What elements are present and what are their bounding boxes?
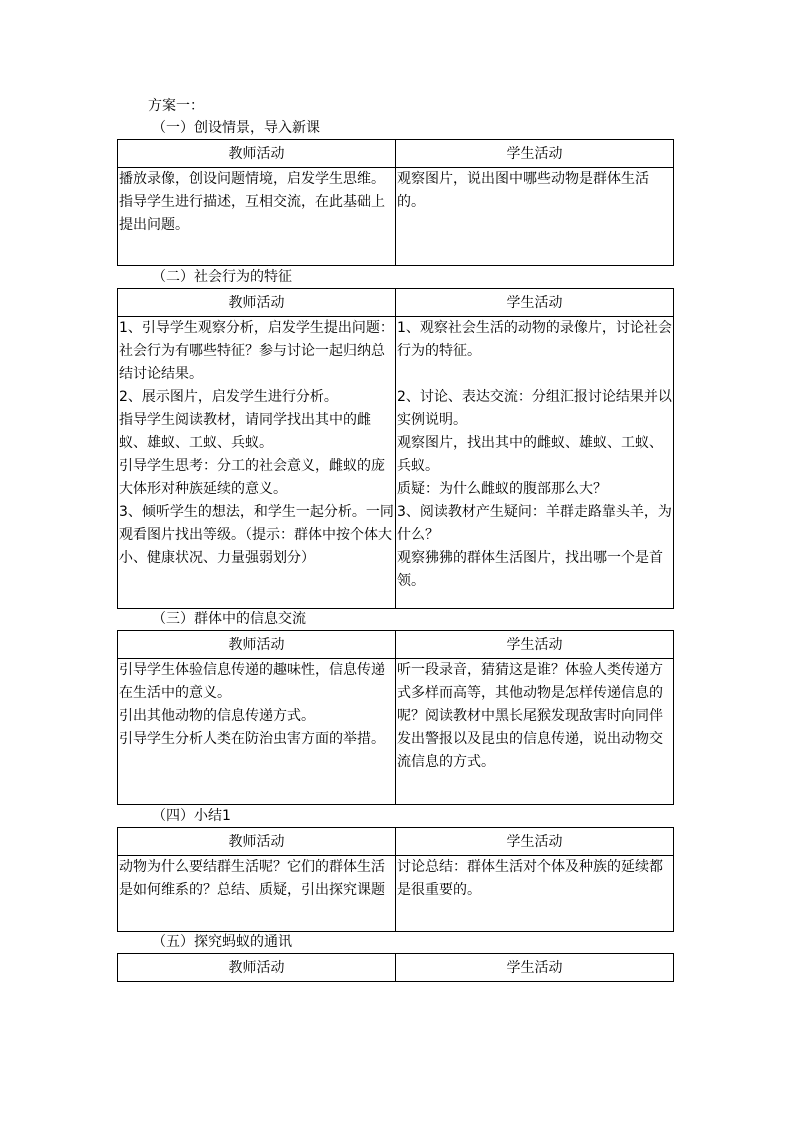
student-line: 听一段录音，猜猜这是谁？体验人类传递方式多样而高等，其他动物是怎样传递信息的呢？阅读教材中黑长尾猴发现敌害时向同伴发出警报以及昆虫的信息传递，说出动物交流信息的方式。 — [397, 662, 663, 770]
student-line: 3、阅读教材产生疑问：羊群走路靠头羊，为什么？ — [397, 504, 672, 543]
student-header: 学生活动 — [396, 954, 674, 982]
section-heading-2: （二）社会行为的特征 — [152, 269, 292, 285]
teacher-header: 教师活动 — [118, 140, 396, 168]
teacher-cell — [118, 317, 396, 609]
teacher-line: 1、引导学生观察分析，启发学生提出问题：社会行为有哪些特征？参与讨论一起归纳总结讨论结果。 — [119, 320, 394, 382]
section-heading-1: （一）创设情景，导入新课 — [152, 120, 320, 136]
teacher-line: 引导学生体验信息传递的趣味性，信息传递在生活中的意义。 — [119, 662, 385, 701]
teacher-line: 指导学生进行描述，互相交流，在此基础上提出问题。 — [119, 194, 385, 233]
activity-table-3 — [117, 630, 674, 805]
teacher-cell — [118, 659, 396, 805]
student-line: 观察狒狒的群体生活图片，找出哪一个是首领。 — [397, 550, 663, 589]
section-heading-5: （五）探究蚂蚁的通讯 — [152, 934, 292, 950]
student-cell — [396, 317, 674, 609]
teacher-line: 播放录像，创设问题情境，启发学生思维。 — [119, 171, 385, 187]
student-header: 学生活动 — [396, 289, 674, 317]
teacher-line: 引导学生分析人类在防治虫害方面的举措。 — [119, 731, 385, 747]
section-heading-4: （四）小结1 — [152, 808, 231, 824]
student-line: 观察图片，找出其中的雌蚁、雄蚁、工蚁、兵蚁。 — [397, 435, 663, 474]
teacher-header: 教师活动 — [118, 954, 396, 982]
teacher-line: 指导学生阅读教材，请同学找出其中的雌蚁、雄蚁、工蚁、兵蚁。 — [119, 412, 371, 451]
student-cell — [396, 168, 674, 266]
teacher-line: 引导学生思考：分工的社会意义，雌蚁的庞大体形对种族延续的意义。 — [119, 458, 385, 497]
student-cell — [396, 659, 674, 805]
student-line: 1、观察社会生活的动物的录像片，讨论社会行为的特征。 — [397, 320, 672, 359]
activity-table-4 — [117, 827, 674, 932]
teacher-cell — [118, 168, 396, 266]
teacher-header: 教师活动 — [118, 631, 396, 659]
section-heading-3: （三）群体中的信息交流 — [152, 611, 306, 627]
activity-table-1 — [117, 139, 674, 266]
student-header: 学生活动 — [396, 828, 674, 856]
teacher-line: 2、展示图片，启发学生进行分析。 — [119, 389, 338, 405]
student-line: 2、讨论、表达交流：分组汇报讨论结果并以实例说明。 — [397, 389, 672, 428]
teacher-header: 教师活动 — [118, 289, 396, 317]
student-line: 观察图片，说出图中哪些动物是群体生活的。 — [397, 171, 649, 210]
student-header: 学生活动 — [396, 140, 674, 168]
teacher-header: 教师活动 — [118, 828, 396, 856]
student-cell — [396, 856, 674, 932]
plan-title: 方案一： — [148, 98, 204, 114]
student-header: 学生活动 — [396, 631, 674, 659]
activity-table-5 — [117, 953, 674, 982]
student-line: 讨论总结：群体生活对个体及种族的延续都是很重要的。 — [397, 859, 663, 898]
spacer — [397, 363, 672, 386]
teacher-line: 3、倾听学生的想法，和学生一起分析。一同观看图片找出等级。（提示：群体中按个体大小、健康状况、力量强弱划分） — [119, 504, 394, 566]
student-line: 质疑：为什么雌蚁的腹部那么大？ — [397, 481, 607, 497]
teacher-line: 动物为什么要结群生活呢？它们的群体生活是如何维系的？总结、质疑，引出探究课题 — [119, 859, 385, 898]
teacher-line: 引出其他动物的信息传递方式。 — [119, 708, 315, 724]
activity-table-2 — [117, 288, 674, 609]
teacher-cell — [118, 856, 396, 932]
